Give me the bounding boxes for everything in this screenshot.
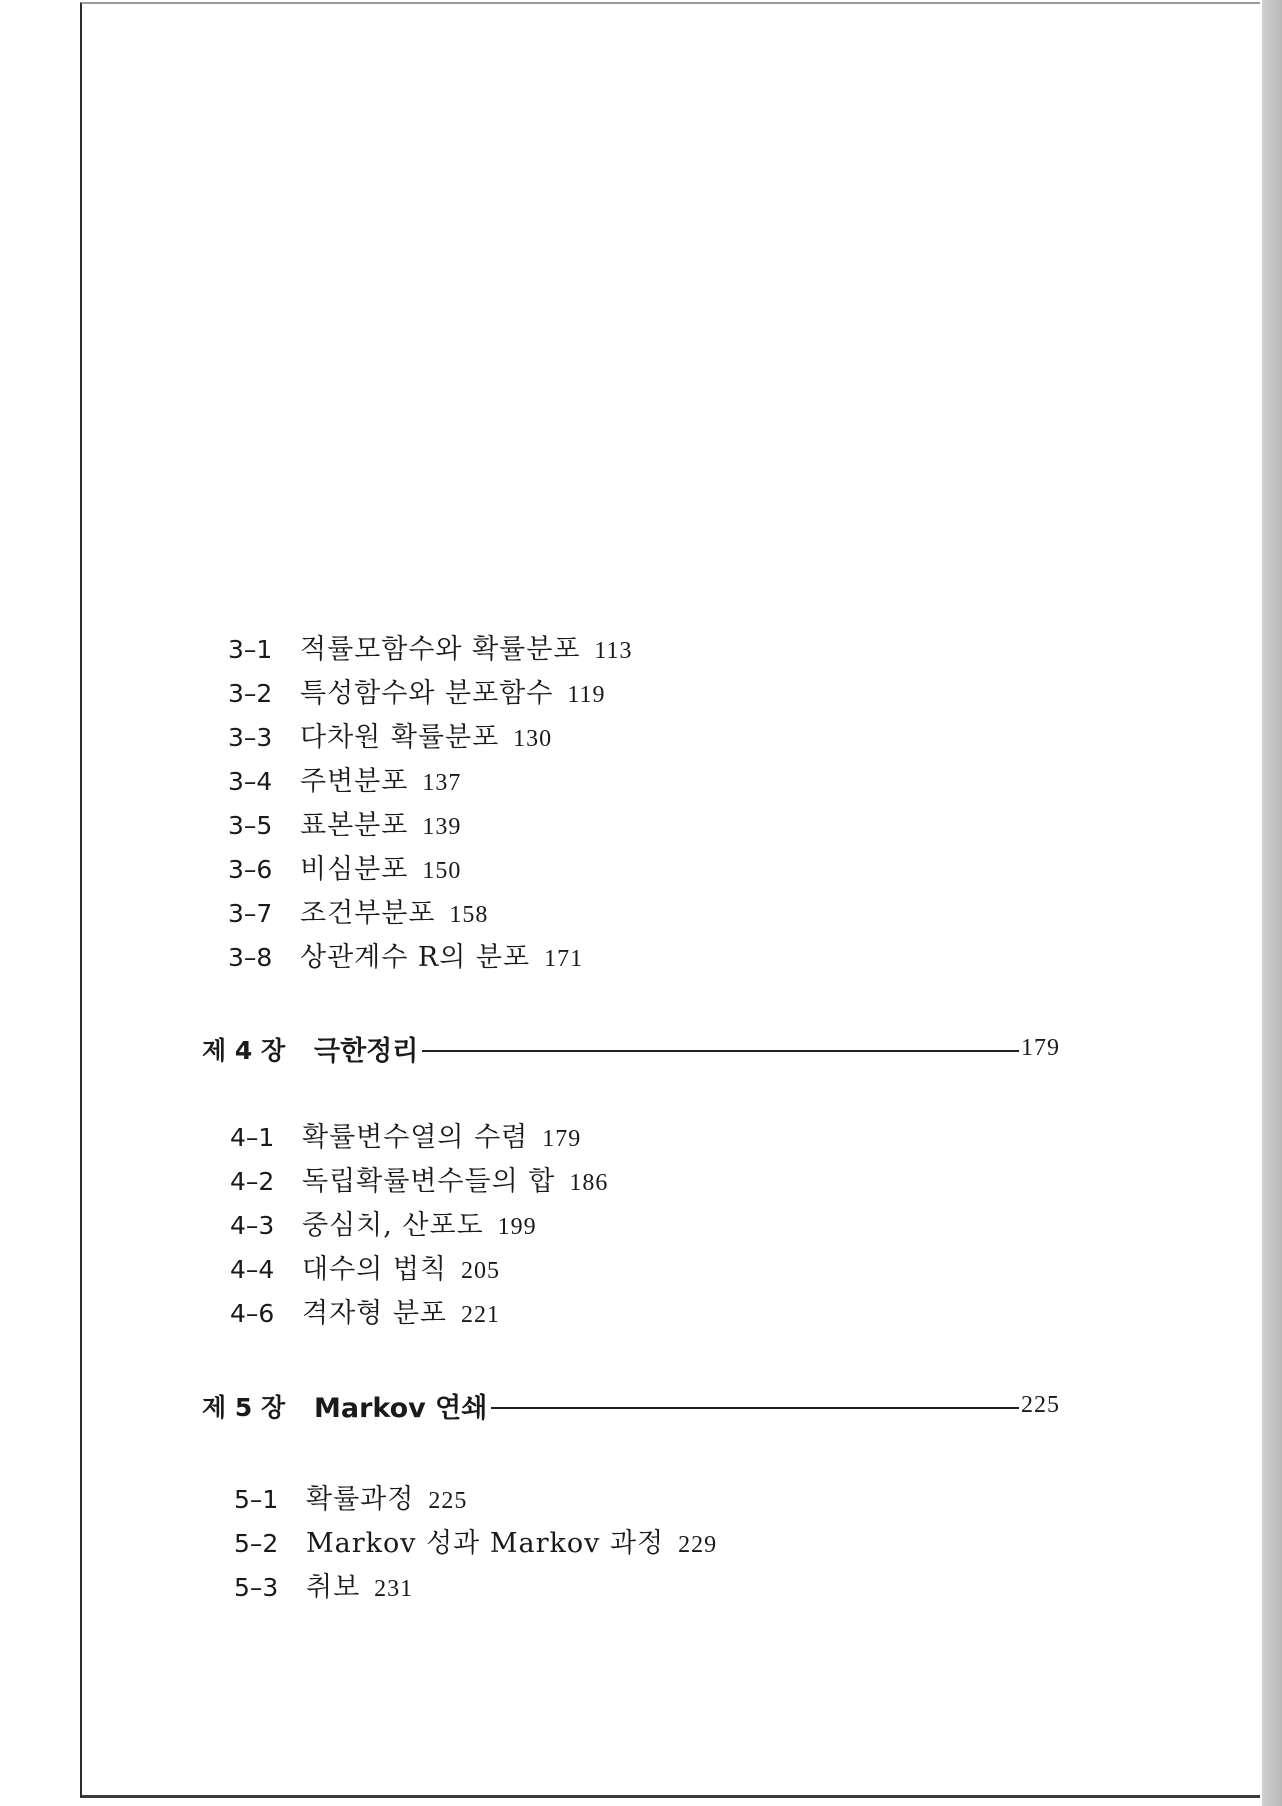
section-number: 3–8 [228,943,273,972]
chapter-page: 179 [1021,1035,1060,1061]
section-page: 205 [461,1258,500,1284]
toc-entry-3-4[interactable] [228,759,461,798]
section-page: 137 [422,770,462,796]
toc-entry-3-2[interactable] [228,671,605,710]
chapter-label: 제 5 장 [202,1392,286,1422]
section-page: 158 [449,902,489,928]
section-title: 중심치, 산포도 [302,1210,484,1241]
section-title: 다차원 확률분포 [300,722,500,753]
section-title: 주변분포 [300,766,409,797]
section-page: 130 [513,726,553,752]
toc-entry-4-2[interactable] [230,1159,608,1198]
section-number: 5–1 [234,1485,279,1514]
section-page: 199 [497,1214,537,1240]
chapter-label: 제 4 장 [202,1035,286,1065]
chapter-title: Markov 연쇄 [314,1393,488,1424]
toc-entry-3-8[interactable] [228,935,583,974]
section-title: 적률모함수와 확률분포 [300,634,581,665]
section-title: 격자형 분포 [302,1298,447,1329]
toc-entry-3-5[interactable] [228,803,461,842]
section-page: 113 [594,638,633,664]
toc-entry-3-3[interactable] [228,715,552,754]
section-number: 4–2 [230,1167,275,1196]
section-page: 150 [422,858,462,884]
section-number: 5–2 [234,1529,279,1558]
section-title: 취보 [306,1572,361,1603]
section-number: 3–2 [228,679,273,708]
section-title: 독립확률변수들의 합 [302,1166,556,1197]
toc-entry-4-3[interactable] [230,1203,537,1242]
toc-entry-5-1[interactable] [234,1477,467,1516]
section-title: 표본분포 [300,810,409,841]
section-title: 특성함수와 분포함수 [300,678,554,709]
section-page: 139 [422,814,462,840]
section-page: 229 [678,1532,718,1558]
toc-entry-3-1[interactable] [228,627,633,666]
toc-entry-4-1[interactable] [230,1115,581,1154]
toc-entry-3-6[interactable] [228,847,461,886]
section-page: 186 [569,1170,609,1196]
toc-entry-4-4[interactable] [230,1247,500,1286]
section-number: 4–3 [230,1211,275,1240]
toc-entry-5-3[interactable] [234,1565,413,1604]
section-page: 171 [544,946,584,972]
section-number: 3–1 [228,635,273,664]
section-title: 확률과정 [306,1484,415,1515]
toc-entry-3-7[interactable] [228,891,488,930]
chapter-title: 극한정리 [314,1036,419,1067]
section-number: 4–1 [230,1123,275,1152]
section-page: 221 [461,1302,500,1328]
section-number: 3–5 [228,811,273,840]
section-title: 비심분포 [300,854,409,885]
section-page: 119 [567,682,606,708]
section-number: 3–7 [228,899,273,928]
section-title: 확률변수열의 수렴 [302,1122,529,1153]
chapter-page: 225 [1021,1392,1060,1418]
leader-line [422,1050,1019,1052]
leader-line [491,1407,1019,1409]
toc-entry-4-6[interactable] [230,1291,500,1330]
section-number: 3–3 [228,723,273,752]
section-number: 5–3 [234,1573,279,1602]
section-title: 조건부분포 [300,898,436,929]
chapter-5-heading[interactable] [202,1386,1060,1425]
toc-entry-5-2[interactable] [234,1521,717,1560]
chapter-4-heading[interactable] [202,1029,1060,1068]
section-title: Markov 성과 Markov 과정 [306,1528,665,1559]
section-page: 231 [374,1576,414,1602]
section-number: 3–4 [228,767,273,796]
section-number: 4–4 [230,1255,275,1284]
section-title: 대수의 법칙 [302,1254,447,1285]
section-page: 179 [542,1126,582,1152]
section-title: 상관계수 R의 분포 [300,942,531,973]
section-page: 225 [428,1488,468,1514]
section-number: 4–6 [230,1299,275,1328]
section-number: 3–6 [228,855,273,884]
